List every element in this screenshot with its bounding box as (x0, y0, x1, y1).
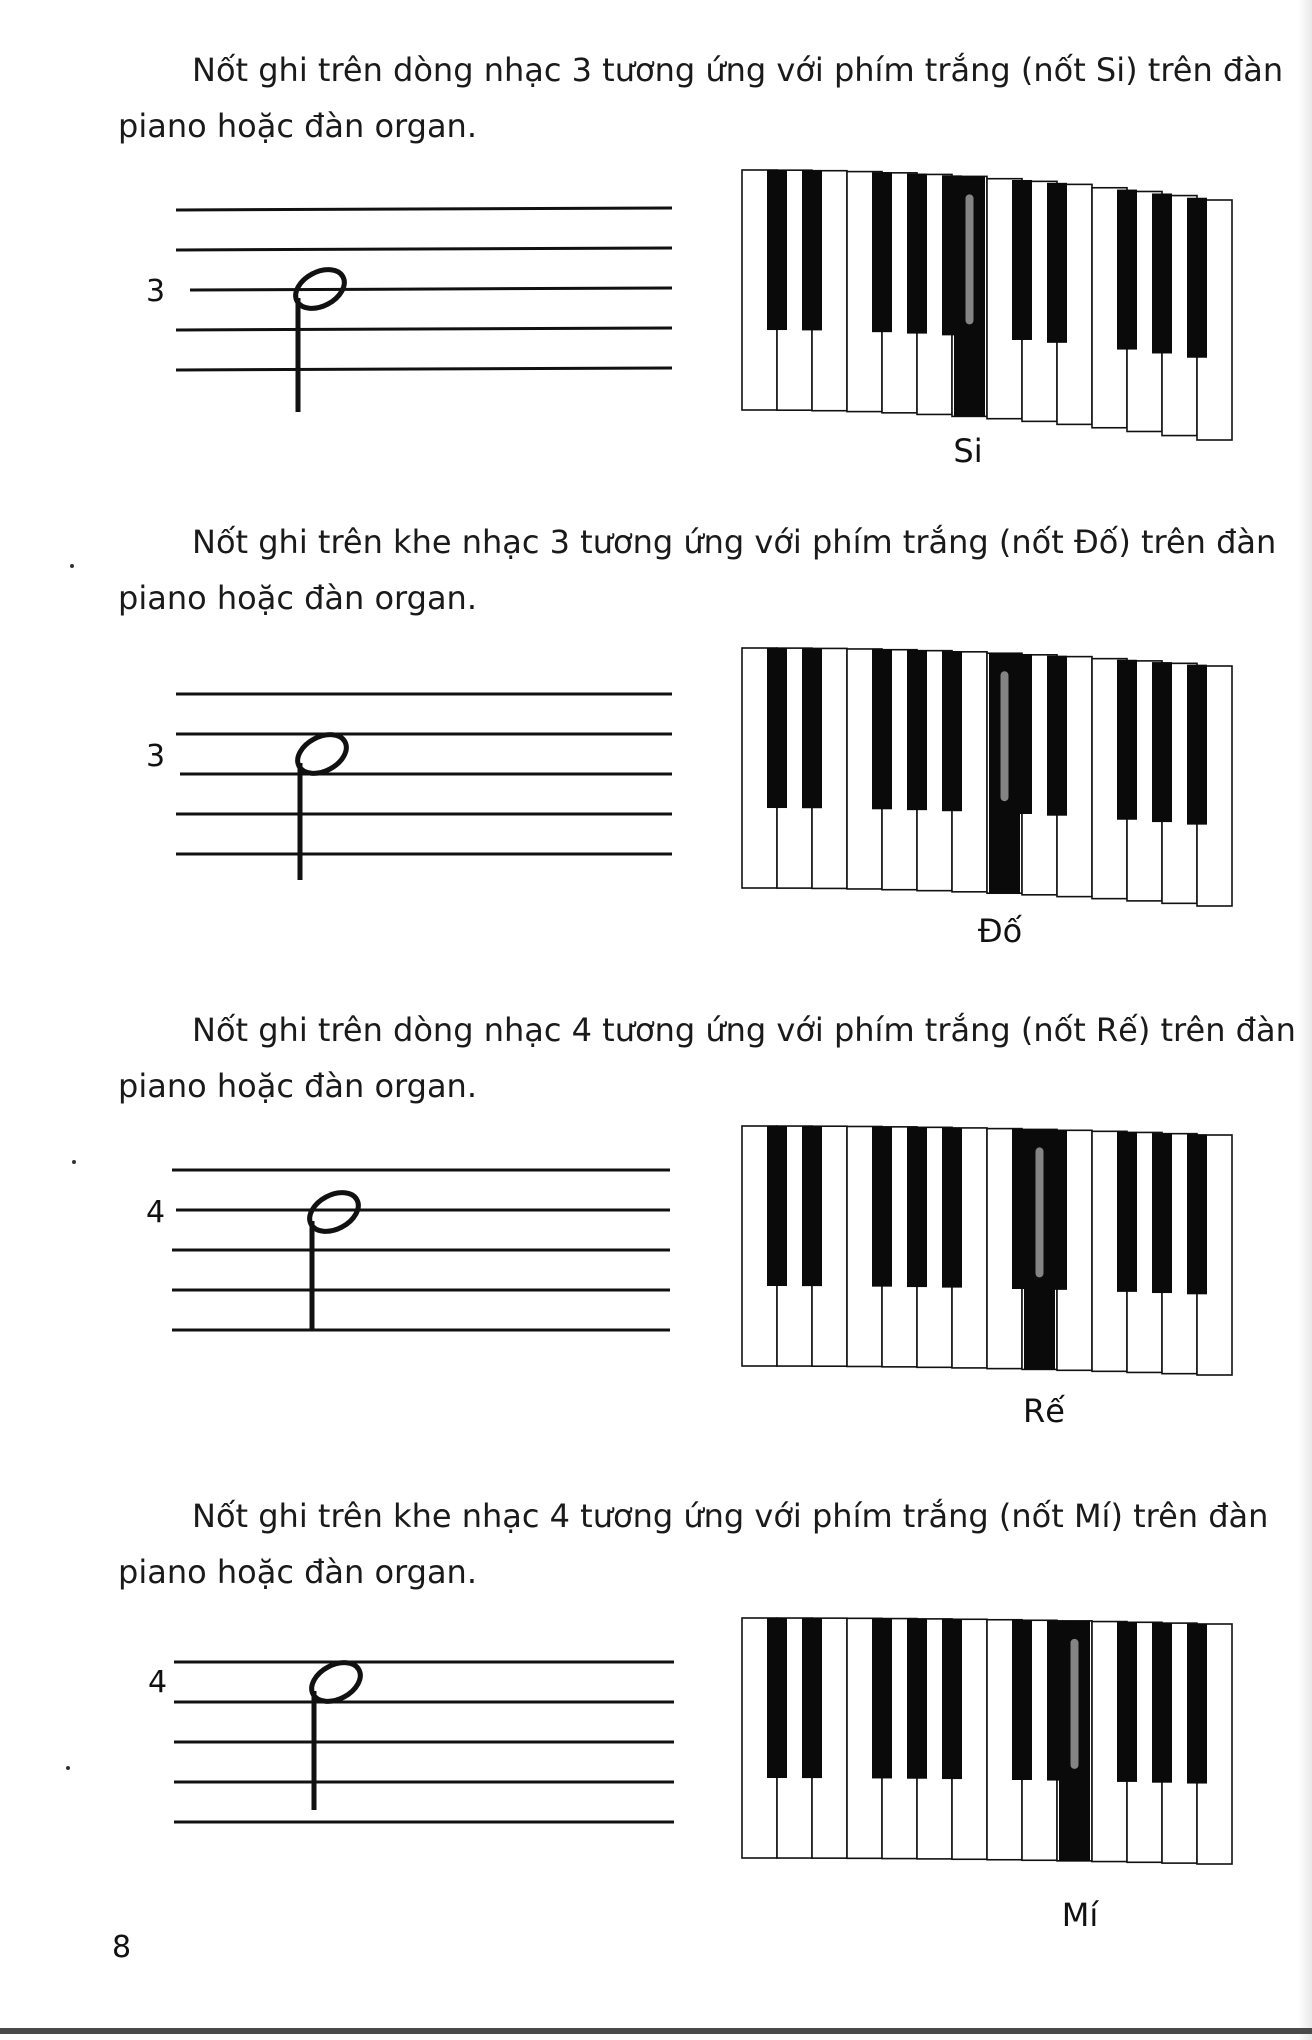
staff-svg (140, 674, 680, 894)
paragraph-line: piano hoặc đàn organ. (118, 1067, 477, 1105)
staff-line-number: 4 (146, 1195, 166, 1230)
piano-keyboard-1 (740, 168, 1252, 448)
black-key (802, 170, 822, 330)
half-note (291, 727, 353, 880)
black-key (942, 1619, 962, 1779)
paragraph-line: Nốt ghi trên khe nhạc 4 tương ứng với phím trắng (nốt Mí) trên đàn (192, 1497, 1269, 1535)
black-key (872, 1127, 892, 1287)
keyboard-svg (740, 1616, 1252, 1916)
print-speck (66, 1766, 70, 1770)
black-key (1117, 1132, 1137, 1292)
staff-3 (140, 1150, 680, 1370)
half-note (303, 1185, 365, 1330)
black-key (767, 1618, 787, 1778)
paragraph-line: Nốt ghi trên dòng nhạc 3 tương ứng với phím trắng (nốt Si) trên đàn (192, 51, 1284, 89)
staff-2 (140, 674, 680, 894)
black-key (1187, 198, 1207, 358)
piano-keyboard-3 (740, 1124, 1252, 1404)
staff-4 (140, 1642, 680, 1862)
keyboard-svg (740, 1124, 1252, 1424)
black-key (907, 1619, 927, 1779)
black-key (767, 1126, 787, 1286)
black-key (1047, 656, 1067, 816)
black-key (907, 1127, 927, 1287)
note-label: Mí (1061, 1896, 1099, 1934)
black-key (907, 650, 927, 810)
paragraph-2 (118, 514, 1278, 626)
black-key (802, 1618, 822, 1778)
note-label: Si (953, 432, 983, 470)
key-sheen (966, 194, 974, 324)
black-key (1187, 665, 1207, 825)
piano-keyboard-2 (740, 646, 1252, 926)
staff-1 (140, 190, 680, 410)
page-number: 8 (112, 1930, 132, 1965)
black-key (872, 649, 892, 809)
paragraph-line: piano hoặc đàn organ. (118, 579, 477, 617)
black-key (1187, 1134, 1207, 1294)
black-key (802, 648, 822, 808)
half-note (289, 262, 351, 412)
staff-line-number: 3 (146, 274, 166, 309)
black-key (872, 1618, 892, 1778)
paragraph-line: Nốt ghi trên dòng nhạc 4 tương ứng với phím trắng (nốt Rế) trên đàn (192, 1011, 1296, 1049)
black-key (1152, 662, 1172, 822)
black-key (1152, 1133, 1172, 1293)
black-key (872, 172, 892, 332)
black-key (907, 174, 927, 334)
black-key (1012, 1620, 1032, 1780)
half-note (305, 1655, 367, 1810)
staff-svg (140, 1150, 680, 1370)
staff-line-number: 4 (148, 1665, 168, 1700)
black-key (767, 648, 787, 808)
keyboard-svg (740, 646, 1252, 946)
paragraph-line: piano hoặc đàn organ. (118, 107, 477, 145)
key-sheen (1036, 1147, 1044, 1277)
black-key (1152, 1623, 1172, 1783)
keyboard-svg (740, 168, 1252, 468)
black-key (1152, 193, 1172, 353)
staff-svg (140, 1642, 680, 1862)
black-key (1187, 1624, 1207, 1784)
black-key (1117, 1622, 1137, 1782)
black-key (1117, 660, 1137, 820)
note-label: Rế (1023, 1392, 1065, 1430)
paragraph-3 (118, 1002, 1296, 1114)
key-sheen (1001, 671, 1009, 801)
print-speck (70, 564, 74, 568)
paragraph-line: piano hoặc đàn organ. (118, 1553, 477, 1591)
paragraph-line: Nốt ghi trên khe nhạc 3 tương ứng với phím trắng (nốt Đố) trên đàn (192, 523, 1277, 561)
print-speck (72, 1160, 76, 1164)
paragraph-1 (118, 42, 1284, 154)
paragraph-4 (118, 1488, 1278, 1600)
staff-svg (140, 190, 680, 410)
page-bottom-edge (0, 2028, 1312, 2034)
black-key (767, 170, 787, 330)
black-key (1012, 180, 1032, 340)
key-sheen (1071, 1639, 1079, 1769)
black-key (802, 1126, 822, 1286)
staff-line-number: 3 (146, 739, 166, 774)
black-key (1047, 183, 1067, 343)
black-key (1117, 190, 1137, 350)
black-key (942, 651, 962, 811)
piano-keyboard-4 (740, 1616, 1252, 1896)
black-key (942, 1128, 962, 1288)
page-fold-shadow (1298, 0, 1312, 2040)
note-label: Đố (977, 912, 1023, 950)
